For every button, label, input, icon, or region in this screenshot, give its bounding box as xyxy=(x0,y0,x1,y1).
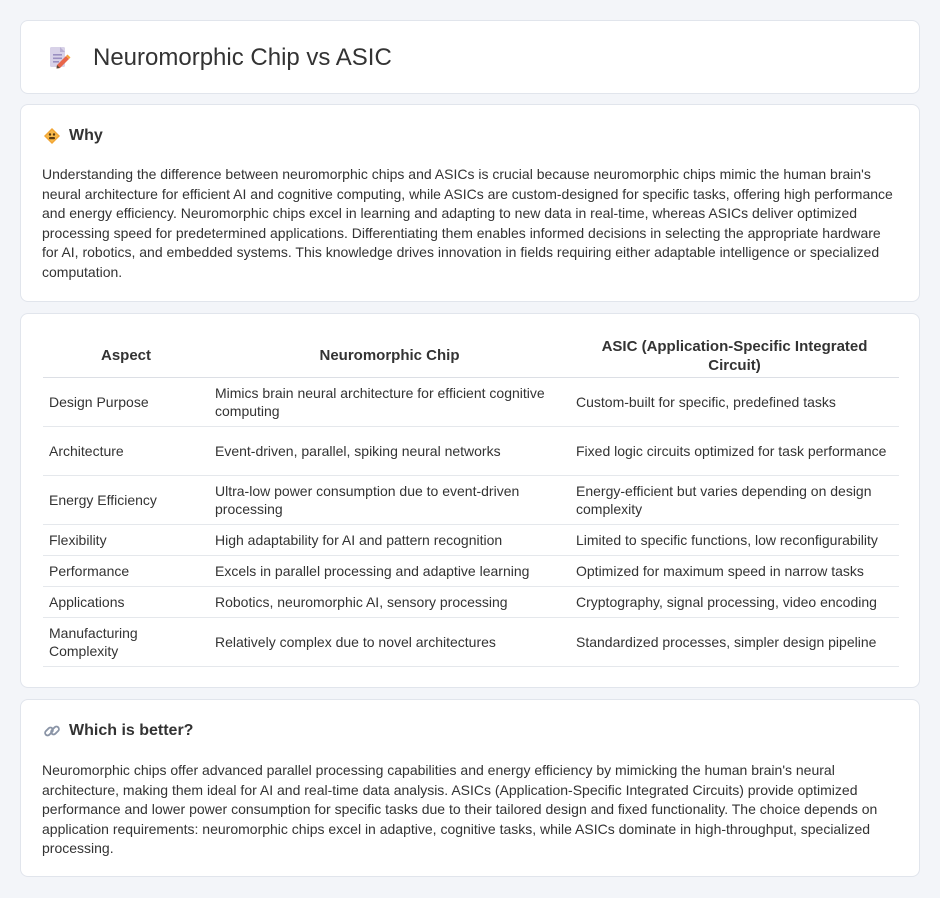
row-asic: Energy-efficient but varies depending on design complexity xyxy=(570,475,899,524)
table-row xyxy=(43,475,899,524)
which-better-card xyxy=(20,699,920,877)
table-row xyxy=(43,617,899,666)
better-title: Which is better? xyxy=(69,722,194,739)
table-row xyxy=(43,586,899,617)
page-title: Neuromorphic Chip vs ASIC xyxy=(93,44,392,71)
row-asic: Cryptography, signal processing, video encoding xyxy=(570,586,899,617)
row-aspect: Flexibility xyxy=(43,524,209,555)
row-asic: Optimized for maximum speed in narrow tasks xyxy=(570,555,899,586)
row-asic: Fixed logic circuits optimized for task performance xyxy=(570,426,899,475)
row-aspect: Manufacturing Complexity xyxy=(43,617,209,666)
table-row xyxy=(43,555,899,586)
row-neuromorphic: High adaptability for AI and pattern recognition xyxy=(209,524,570,555)
row-aspect: Design Purpose xyxy=(43,377,209,426)
row-neuromorphic: Ultra-low power consumption due to event-driven processing xyxy=(209,475,570,524)
title-row xyxy=(45,44,392,72)
row-neuromorphic: Relatively complex due to novel architectures xyxy=(209,617,570,666)
row-asic: Limited to specific functions, low reconfigurability xyxy=(570,524,899,555)
document-pencil-icon xyxy=(45,44,73,72)
table-row xyxy=(43,377,899,426)
link-icon xyxy=(43,722,61,740)
why-title: Why xyxy=(69,127,103,144)
row-aspect: Applications xyxy=(43,586,209,617)
row-neuromorphic: Robotics, neuromorphic AI, sensory processing xyxy=(209,586,570,617)
row-neuromorphic: Mimics brain neural architecture for efficient cognitive computing xyxy=(209,377,570,426)
diamond-sign-icon xyxy=(43,127,61,145)
row-asic: Standardized processes, simpler design pipeline xyxy=(570,617,899,666)
why-heading xyxy=(43,127,103,145)
better-heading xyxy=(43,722,193,740)
why-text: Understanding the difference between neuromorphic chips and ASICs is crucial because neuromorphic chips mimic the human brain's neural architecture for efficient AI and cognitive computing, while ASICs are custom-designed for specific tasks, offering high performance and energy efficiency. Neuromorphic chips excel in learning and adapting to new data in real-time, whereas ASICs deliver optimized processing speed for predetermined applications. Differentiating them enables informed decisions in selecting the appropriate hardware for AI, robotics, and embedded systems. This knowledge drives innovation in fields requiring either adaptable intelligence or specialized computation. xyxy=(42,166,893,280)
table-header-row xyxy=(43,335,899,377)
header-aspect: Aspect xyxy=(43,335,209,377)
comparison-table xyxy=(43,335,899,667)
comparison-card xyxy=(20,313,920,688)
row-neuromorphic: Event-driven, parallel, spiking neural networks xyxy=(209,426,570,475)
row-aspect: Architecture xyxy=(43,426,209,475)
better-text: Neuromorphic chips offer advanced parallel processing capabilities and energy efficiency by mimicking the human brain's neural architecture, making them ideal for AI and real-time data analysis. ASICs (Application-Specific Integrated Circuits) provide optimized performance and lower power consumption for specific tasks due to their tailored design and fixed functionality. The choice depends on application requirements: neuromorphic chips excel in adaptive, cognitive tasks, while ASICs dominate in high-throughput, specialized processing. xyxy=(42,762,878,856)
header-asic: ASIC (Application-Specific Integrated Circuit) xyxy=(570,335,899,377)
table-row xyxy=(43,426,899,475)
header-neuromorphic: Neuromorphic Chip xyxy=(209,335,570,377)
row-aspect: Performance xyxy=(43,555,209,586)
title-card xyxy=(20,20,920,94)
row-aspect: Energy Efficiency xyxy=(43,475,209,524)
table-row xyxy=(43,524,899,555)
row-asic: Custom-built for specific, predefined tasks xyxy=(570,377,899,426)
row-neuromorphic: Excels in parallel processing and adaptive learning xyxy=(209,555,570,586)
why-card xyxy=(20,104,920,302)
